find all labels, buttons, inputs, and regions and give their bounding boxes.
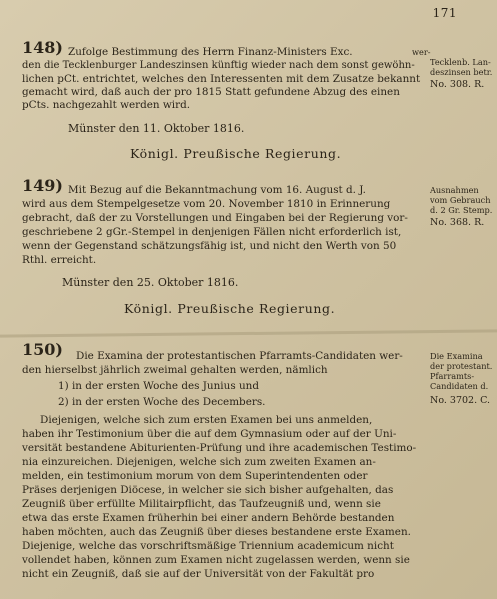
entry-text-line: lichen pCt. entrichtet, welches den Interessenten mit dem Zusatze bekannt [22, 73, 421, 85]
signature-date: Münster den 25. Oktober 1816. [62, 276, 239, 289]
entry-text-line: Rthl. erreicht. [22, 254, 97, 266]
entry-number: 149) [22, 176, 63, 195]
margin-note-line: No. 308. R. [430, 79, 485, 90]
margin-note-line: Ausnahmen [430, 185, 479, 195]
signature-date: Münster den 11. Oktober 1816. [68, 122, 245, 135]
entry-text-line: etwa das erste Examen früherhin bei einer andern Behörde bestanden [22, 512, 395, 524]
entry-text-line: melden, ein testimonium morum von dem Superintendenten oder [22, 470, 368, 482]
entry-text-line: haben möchten, auch das Zeugniß über dieses bestandene erste Examen. [22, 526, 411, 538]
margin-note-line: Candidaten d. [430, 381, 489, 391]
entry-text-line: Zufolge Bestimmung des Herrn Finanz-Ministers Exc. [68, 46, 353, 58]
entry-text-line: gemacht wird, daß auch der pro 1815 Statt gefundene Abzug des einen [22, 86, 400, 98]
signature-authority: Königl. Preußische Regierung. [124, 301, 336, 316]
entry-text-line: vollendet haben, können zum Examen nicht zugelassen werden, wenn sie [22, 554, 410, 566]
entry-text-line: den hierselbst jährlich zweimal gehalten werden, nämlich [22, 364, 328, 376]
entry-number: 150) [22, 340, 63, 359]
entry-text-line: Mit Bezug auf die Bekanntmachung vom 16. August d. J. [68, 184, 366, 196]
entry-text-line: Präses derjenigen Diöcese, in welcher sie sich bisher aufgehalten, das [22, 484, 394, 496]
entry-text-line: pCts. nachgezahlt werden wird. [22, 99, 191, 111]
entry-text-line: versität bestandene Abiturienten-Prüfung und ihre academischen Testimo- [22, 442, 417, 454]
entry-text-line: Diejenigen, welche sich zum ersten Examen bei uns anmelden, [40, 414, 373, 426]
entry-text-line: wird aus dem Stempelgesetze vom 20. November 1810 in Erinnerung [22, 198, 391, 210]
entry-text-line: 1) in der ersten Woche des Junius und [58, 380, 259, 392]
margin-note-line: wer- [412, 47, 431, 57]
entry-text-line: den die Tecklenburger Landeszinsen künftig wieder nach dem sonst gewöhn- [22, 60, 415, 71]
entry-text-line: nicht ein Zeugniß, daß sie auf der Universität von der Fakultät pro [22, 568, 375, 580]
margin-note-line: No. 3702. C. [430, 395, 491, 406]
margin-note-line: Die Examina [430, 351, 483, 361]
margin-note-line: d. 2 Gr. Stemp. [430, 205, 493, 215]
entry-text-line: geschriebene 2 gGr.-Stempel in denjenigen Fällen nicht erforderlich ist, [22, 226, 402, 238]
entry-text-line: gebracht, daß der zu Vorstellungen und Eingaben bei der Regierung vor- [22, 212, 408, 224]
entry-text-line: nia einzureichen. Diejenigen, welche sich zum zweiten Examen an- [22, 456, 376, 468]
margin-note-line: vom Gebrauch [430, 195, 491, 205]
margin-note-line: Tecklenb. Lan- [430, 57, 491, 67]
entry-text-line: Zeugniß über erfüllte Militairpflicht, das Taufzeugniß und, wenn sie [22, 498, 381, 510]
entry-text-line: 2) in der ersten Woche des Decembers. [58, 396, 266, 408]
entry-text-line: haben ihr Testimonium über die auf dem Gymnasium oder auf der Uni- [22, 428, 397, 440]
entry-text-line: wenn der Gegenstand schätzungsfähig ist, und nicht den Werth von 50 [22, 240, 397, 252]
signature-authority: Königl. Preußische Regierung. [130, 146, 342, 161]
margin-note-line: No. 368. R. [430, 217, 485, 228]
entry-text-line: Diejenige, welche das vorschriftsmäßige Triennium academicum nicht [22, 540, 394, 552]
page-fold-crease [0, 329, 497, 337]
entry-text-line: Die Examina der protestantischen Pfarramts-Candidaten wer- [76, 350, 403, 362]
page-number: 171 [432, 6, 457, 20]
margin-note-line: Pfarramts- [430, 371, 475, 381]
margin-note-line: der protestant. [430, 361, 493, 371]
margin-note-line: deszinsen betr. [430, 67, 493, 77]
entry-number: 148) [22, 38, 63, 57]
